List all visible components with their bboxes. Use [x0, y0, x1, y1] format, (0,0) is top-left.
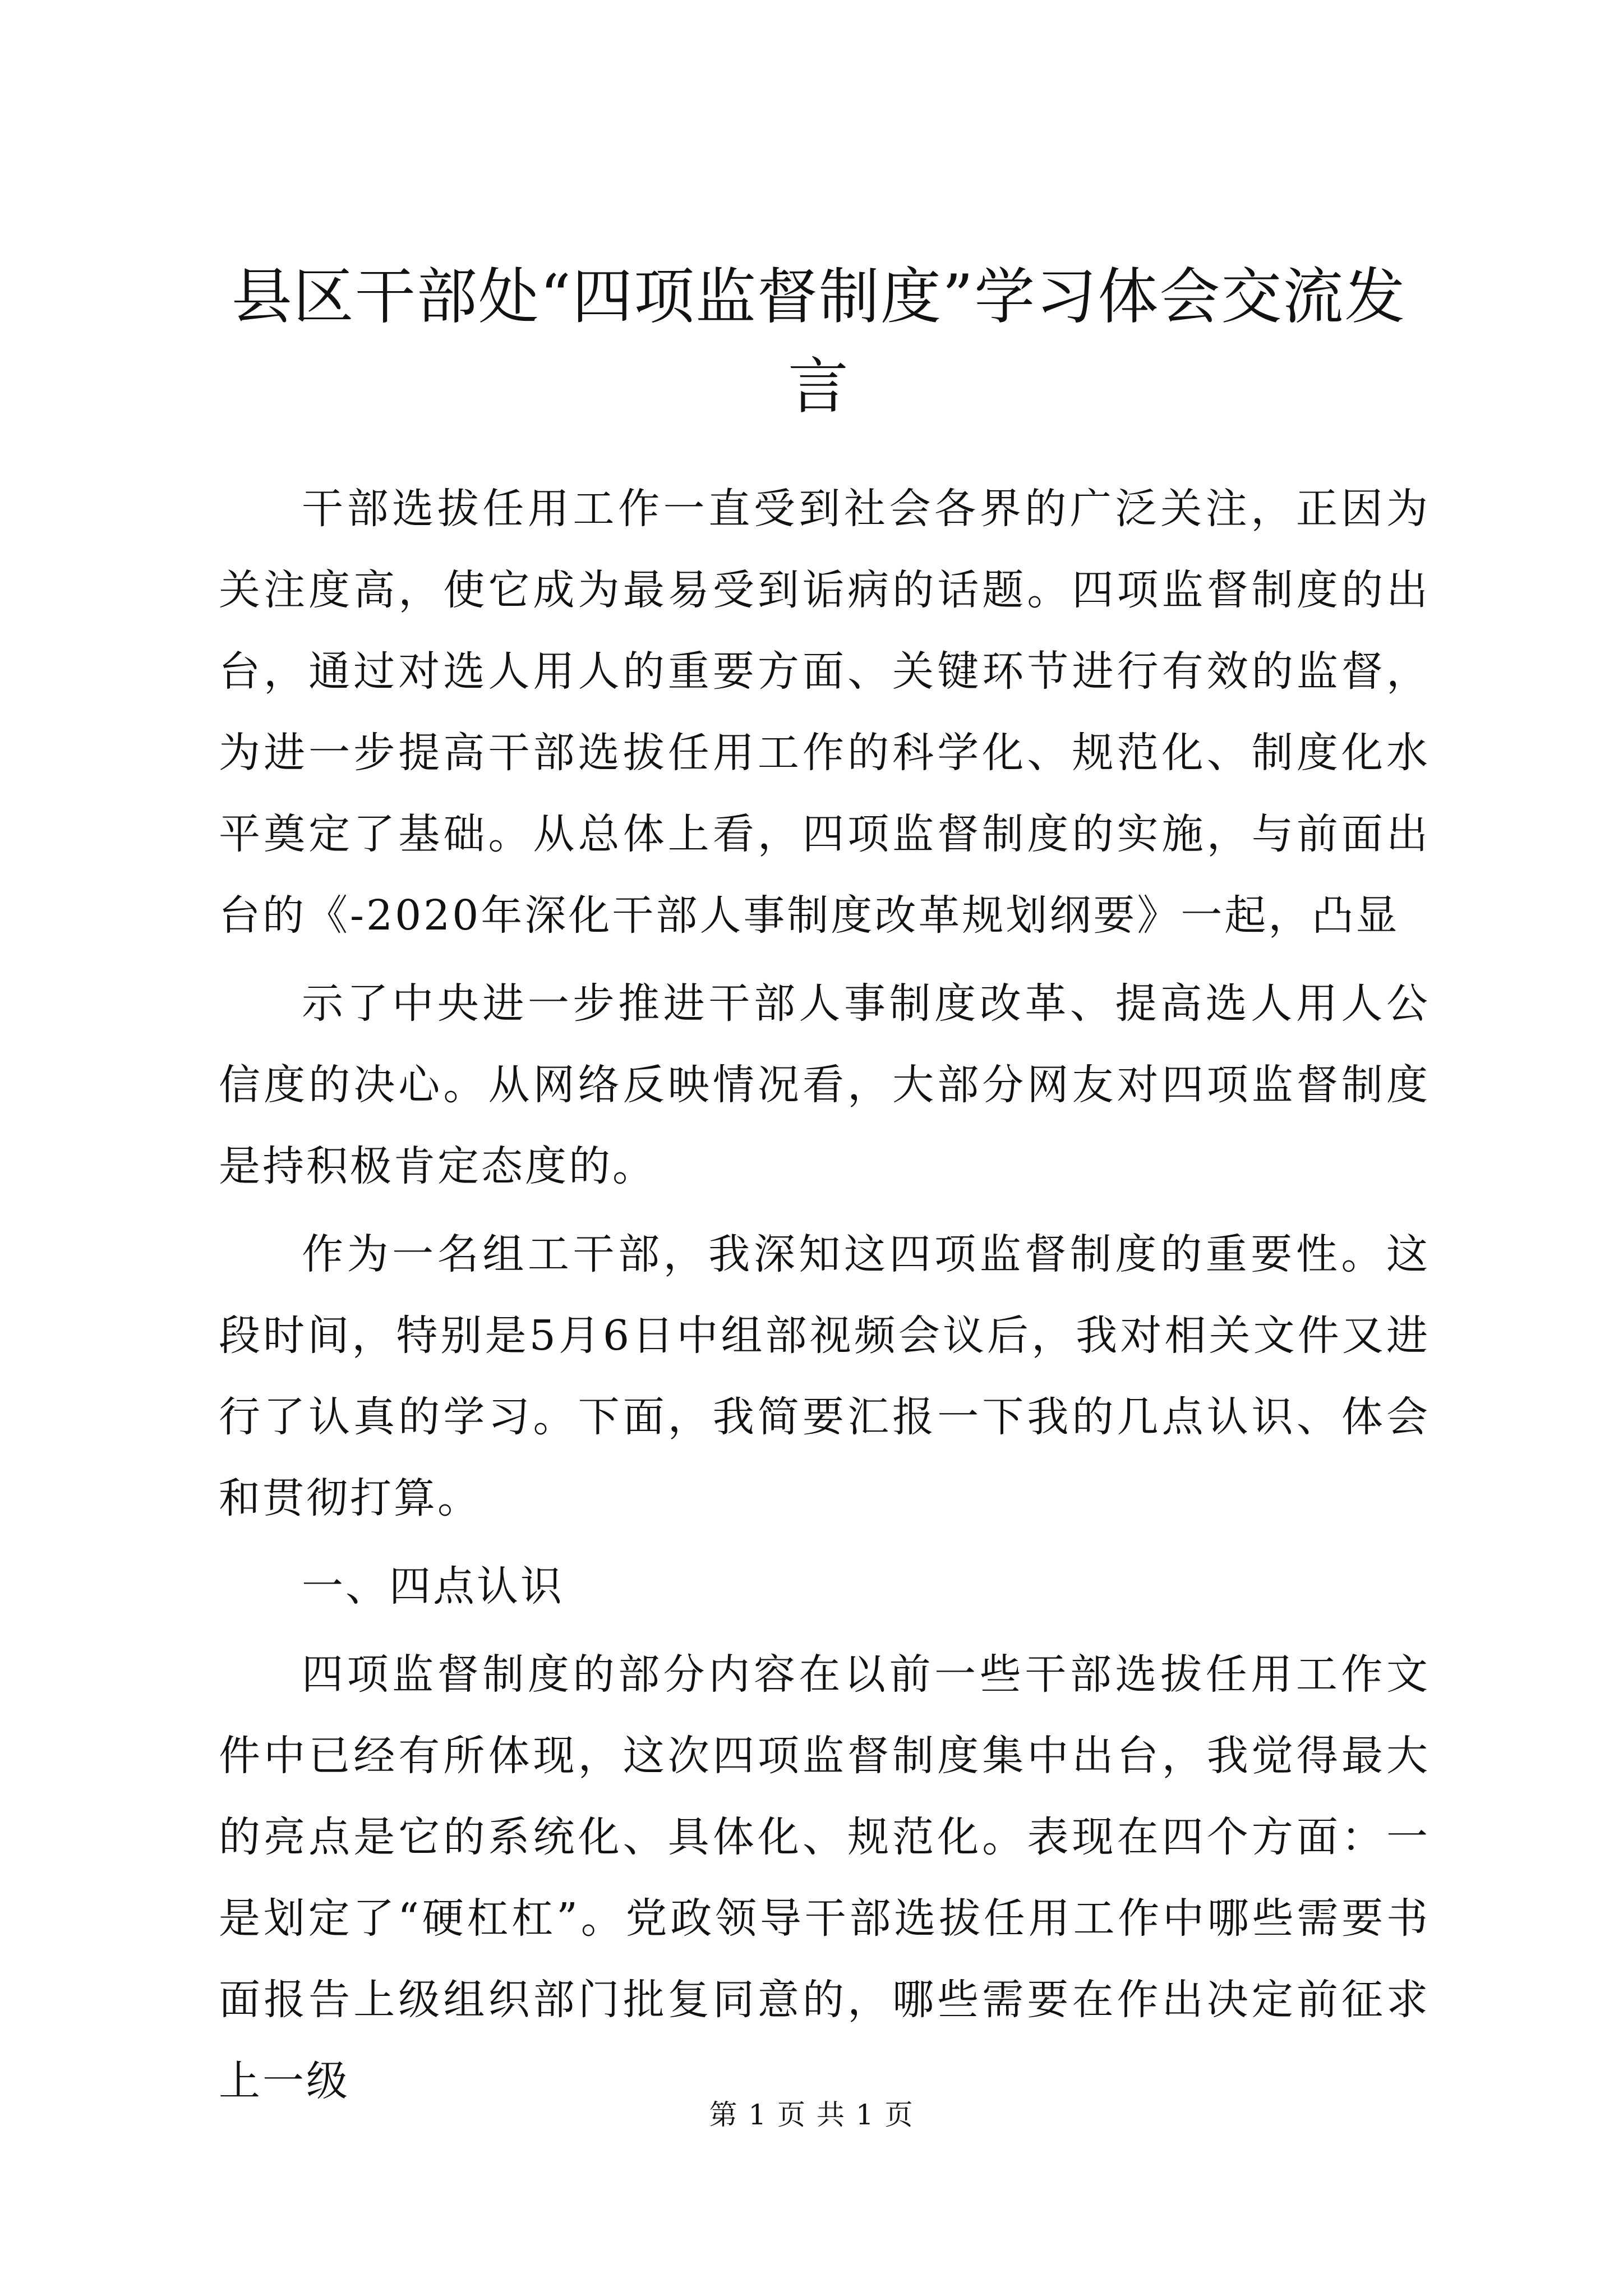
paragraph: 四项监督制度的部分内容在以前一些干部选拔任用工作文件中已经有所体现，这次四项监督制度集中出台，我觉得最大的亮点是它的系统化、具体化、规范化。表现在四个方面：一是划定了“硬杠杠”。党政领导干部选拔任用工作中哪些需要书面报告上级组织部门批复同意的，哪些需要在作出决定前征求上一级 — [219, 1650, 1430, 2105]
page-footer: 第 1 页 共 1 页 — [709, 2099, 914, 2131]
paragraph: 示了中央进一步推进干部人事制度改革、提高选人用人公信度的决心。从网络反映情况看，大部分网友对四项监督制度是持积极肯定态度的。 — [219, 979, 1430, 1190]
paragraph: 干部选拔任用工作一直受到社会各界的广泛关注，正因为关注度高，使它成为最易受到诟病的话题。四项监督制度的出台，通过对选人用人的重要方面、关键环节进行有效的监督，为进一步提高干部选拔任用工作的科学化、规范化、制度化水平奠定了基础。从总体上看，四项监督制度的实施，与前面出台的《-2020年深化干部人事制度改革规划纲要》一起，凸显 — [219, 485, 1430, 940]
document-title: 县区干部处“四项监督制度”学习体会交流发言 — [231, 262, 1407, 422]
paragraph: 作为一名组工干部，我深知这四项监督制度的重要性。这段时间，特别是5月6日中组部视频会议后，我对相关文件又进行了认真的学习。下面，我简要汇报一下我的几点认识、体会和贯彻打算。 — [219, 1230, 1430, 1522]
document-body — [219, 468, 1430, 2122]
section-heading: 一、四点认识 — [302, 1562, 564, 1611]
